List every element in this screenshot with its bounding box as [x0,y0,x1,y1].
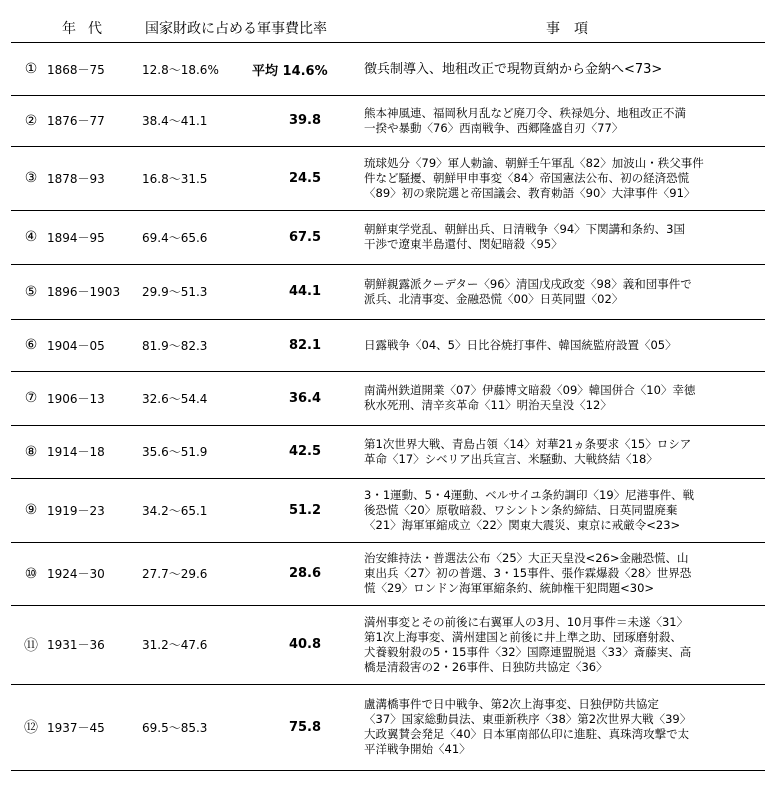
events-line: 朝鮮東学党乱、朝鮮出兵、日清戦争〈94〉下関講和条約、3国 [364,222,685,236]
events-text [364,43,762,95]
events-line: 平洋戦争開始〈41〉 [364,742,471,756]
ratio-average: 平均 14.6% [252,63,328,79]
ratio-average: 39.8 [288,113,322,128]
ratio-range: 35.6～51.9 [142,445,208,459]
events-line: 琉球処分〈79〉軍人勅諭、朝鮮壬午軍乱〈82〉加波山・秩父事件 [364,155,704,170]
header-events: 事項 [546,21,602,37]
ratio-average: 42.5 [288,444,322,459]
events-line: 熊本神風連、福岡秋月乱など廃刀令、秩禄処分、地租改正不満 [364,105,686,120]
events-line: 満州事変とその前後に右翼軍人の3月、10月事件＝未遂〈31〉 [364,614,689,629]
row-number: ⑥ [24,337,38,353]
events-line: 犬養毅射殺の5・15事件〈32〉国際連盟脱退〈33〉斎藤実、高 [364,644,692,659]
table-row [0,264,779,319]
period-years: 1876－77 [47,114,105,128]
events-text [364,542,762,605]
row-number: ⑫ [24,720,38,736]
ratio-range: 69.4～65.6 [142,230,208,245]
ratio-range: 32.6～54.4 [142,391,208,406]
period-years: 1919－23 [47,503,105,518]
events-text [364,264,762,319]
ratio-range: 34.2～65.1 [142,503,208,518]
events-line: 第1次世界大戦、青島占領〈14〉対華21ヵ条要求〈15〉ロシア [364,436,692,451]
period-years: 1906－13 [47,391,105,406]
table-row [0,425,779,478]
row-number: ① [24,61,38,77]
row-number: ④ [24,229,38,245]
table-row [0,371,779,425]
events-line: 東出兵〈27〉初の普選、3・15事件、張作霖爆殺〈28〉世界恐 [364,566,692,580]
ratio-average: 82.1 [288,337,322,353]
events-line: 革命〈17〉シベリア出兵宣言、米騒動、大戦終結〈18〉 [364,451,658,466]
row-number: ③ [24,170,38,186]
table-row [0,210,779,264]
header-era: 年代 [62,21,114,37]
table-row [0,95,779,146]
ratio-range: 29.9～51.3 [142,285,208,299]
period-years: 1904－05 [47,338,105,353]
ratio-range: 16.8～31.5 [142,171,208,186]
events-line: 干渉で遼東半島還付、閔妃暗殺〈95〉 [364,237,563,251]
events-line: 件など騒擾、朝鮮甲申事変〈84〉帝国憲法公布、初の経済恐慌 [364,170,690,185]
row-number: ⑨ [24,502,38,518]
events-line: 3・1運動、5・4運動、ベルサイユ条約調印〈19〉尼港事件、戦 [364,487,695,502]
period-years: 1937－45 [47,720,105,735]
period-years: 1868－75 [47,62,105,77]
events-line: 秋水死刑、清辛亥革命〈11〉明治天皇没〈12〉 [364,398,612,412]
events-line: 後恐慌〈20〉原敬暗殺、ワシントン条約締結、日英同盟廃棄 [364,502,678,517]
ratio-range: 38.4～41.1 [142,114,208,128]
period-years: 1896－1903 [47,285,121,299]
period-years: 1914－18 [47,445,105,459]
events-line: 朝鮮親露派クーデター〈96〉清国戊戌政変〈98〉義和団事件で [364,276,692,291]
row-number: ⑪ [24,637,38,654]
ratio-average: 51.2 [288,502,322,518]
row-number: ② [24,112,38,129]
ratio-range: 81.9～82.3 [142,338,208,353]
events-text [364,319,762,371]
table-row [0,43,779,95]
events-line: 派兵、北清事変、金融恐慌〈00〉日英同盟〈02〉 [364,291,624,306]
events-text [364,425,762,478]
ratio-range: 31.2～47.6 [142,638,208,652]
ratio-average: 36.4 [288,390,322,406]
table-row [0,319,779,371]
ratio-average: 28.6 [288,566,322,581]
row-number: ⑦ [24,390,38,406]
ratio-average: 44.1 [288,284,322,299]
events-line: 南満州鉄道開業〈07〉伊藤博文暗殺〈09〉韓国併合〈10〉幸徳 [364,383,696,397]
ratio-average: 67.5 [288,229,322,245]
table-row [0,684,779,770]
events-line: 治安維持法・普選法公布〈25〉大正天皇没<26>金融恐慌、山 [364,551,689,565]
ratio-average: 24.5 [288,170,322,186]
row-number: ⑩ [24,565,38,582]
table-header [0,0,779,40]
events-line: 慌〈29〉ロンドン海軍軍縮条約、統帥権干犯問題<30> [364,581,655,595]
events-line: 第1次上海事変、満州建国と前後に井上準之助、団琢磨射殺、 [364,629,682,644]
row-divider [11,770,765,771]
events-text [364,605,762,684]
table-row [0,146,779,210]
period-years: 1878－93 [47,171,105,186]
events-line: 〈21〉海軍軍縮成立〈22〉関東大震災、東京に戒厳令<23> [364,517,681,532]
events-line: 大政翼賛会発足〈40〉日本軍南部仏印に進駐、真珠湾攻撃で太 [364,727,690,741]
period-years: 1894－95 [47,230,105,245]
events-line: 橋是清殺害の2・26事件、日独防共協定〈36〉 [364,659,608,674]
events-text [364,146,762,210]
row-number: ⑤ [24,283,38,300]
period-years: 1924－30 [47,567,105,581]
events-text [364,210,762,264]
table-row [0,542,779,605]
events-text [364,684,762,770]
table-row [0,605,779,684]
events-line: 〈37〉国家総動員法、東亜新秩序〈38〉第2次世界大戦〈39〉 [364,712,692,726]
events-line: 〈89〉初の衆院選と帝国議会、教育勅語〈90〉大津事件〈91〉 [364,185,696,200]
events-line: 徴兵制導入、地租改正で現物貢納から金納へ<73> [364,61,663,77]
ratio-range: 12.8～18.6% [142,62,219,77]
row-number: ⑧ [24,443,38,460]
events-text [364,478,762,542]
table-row [0,478,779,542]
period-years: 1931－36 [47,638,105,652]
events-text [364,95,762,146]
header-military-ratio: 国家財政に占める軍事費比率 [145,21,327,37]
ratio-range: 69.5～85.3 [142,720,208,735]
ratio-range: 27.7～29.6 [142,567,208,581]
events-line: 盧溝橋事件で日中戦争、第2次上海事変、日独伊防共協定 [364,697,659,711]
events-line: 一揆や暴動〈76〉西南戦争、西郷隆盛自刃〈77〉 [364,120,624,135]
events-line: 日露戦争〈04、5〉日比谷焼打事件、韓国統監府設置〈05〉 [364,337,677,352]
events-text [364,371,762,425]
ratio-average: 40.8 [288,637,322,652]
ratio-average: 75.8 [288,719,322,735]
